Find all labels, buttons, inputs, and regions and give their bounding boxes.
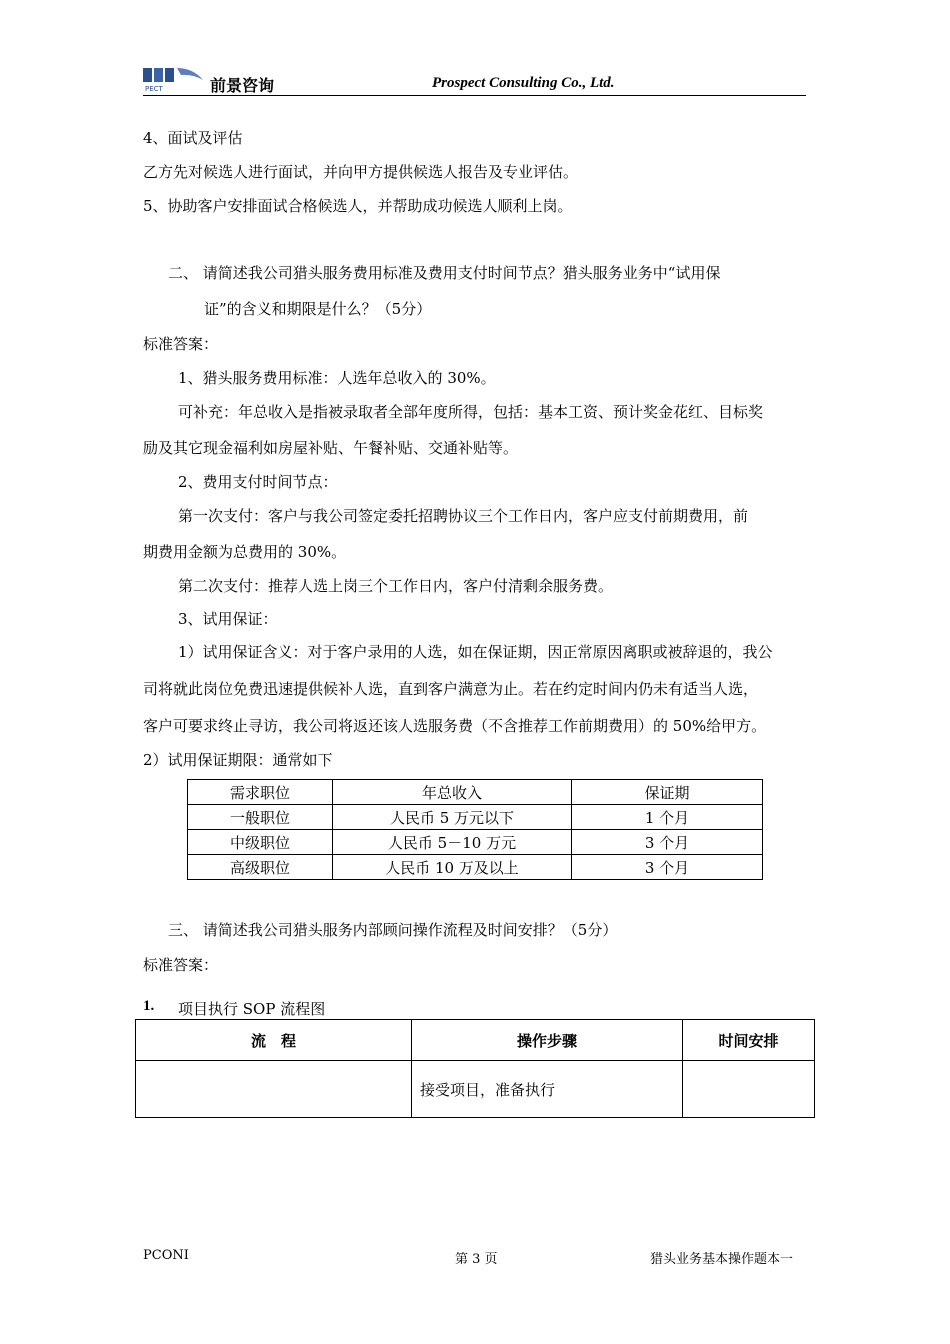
paragraph: 第一次支付：客户与我公司签定委托招聘协议三个工作日内，客户应支付前期费用，前 xyxy=(178,507,749,525)
answer-label: 标准答案： xyxy=(143,956,219,974)
table-row xyxy=(136,1061,815,1118)
section-interview-title: 4、面试及评估 xyxy=(143,129,243,147)
table-row xyxy=(188,830,763,855)
table-cell xyxy=(683,1061,815,1118)
paragraph: 2、费用支付时间节点： xyxy=(178,473,338,491)
page-number: 第 3 页 xyxy=(455,1252,498,1267)
sop-title: 项目执行 SOP 流程图 xyxy=(178,1000,326,1018)
table-row xyxy=(188,855,763,880)
paragraph: 5、协助客户安排面试合格候选人，并帮助成功候选人顺利上岗。 xyxy=(143,197,573,215)
table-cell: 人民币 10 万及以上 xyxy=(333,855,572,880)
table-cell: 人民币 5－10 万元 xyxy=(333,830,572,855)
company-name-cn: 前景咨询 xyxy=(210,76,275,95)
paragraph: 乙方先对候选人进行面试，并向甲方提供候选人报告及专业评估。 xyxy=(143,163,579,181)
footer-right: 猎头业务基本操作题本一 xyxy=(650,1252,794,1267)
paragraph: 3、试用保证： xyxy=(178,610,278,628)
paragraph: 可补充：年总收入是指被录取者全部年度所得，包括：基本工资、预计奖金花红、目标奖 xyxy=(178,403,764,421)
company-name-en: Prospect Consulting Co., Ltd. xyxy=(432,75,615,91)
paragraph: 客户可要求终止寻访，我公司将返还该人选服务费（不含推荐工作前期费用）的 50%给甲方。 xyxy=(143,717,767,735)
header-divider xyxy=(143,95,806,96)
sop-number: 1. xyxy=(143,998,155,1014)
company-logo xyxy=(143,66,209,94)
table-cell: 高级职位 xyxy=(188,855,333,880)
table-header-row xyxy=(188,780,763,805)
paragraph: 励及其它现金福利如房屋补贴、午餐补贴、交通补贴等。 xyxy=(143,439,519,457)
paragraph: 2）试用保证期限：通常如下 xyxy=(143,751,333,769)
table-cell xyxy=(136,1061,412,1118)
paragraph: 第二次支付：推荐人选上岗三个工作日内，客户付清剩余服务费。 xyxy=(178,577,614,595)
paragraph: 1、猎头服务费用标准：人选年总收入的 30%。 xyxy=(178,369,496,387)
table-cell: 3 个月 xyxy=(572,830,763,855)
sop-table xyxy=(135,1019,815,1118)
table-header-row xyxy=(136,1020,815,1061)
table-header-cell: 流 程 xyxy=(136,1020,412,1061)
paragraph: 期费用金额为总费用的 30%。 xyxy=(143,543,347,561)
table-cell: 3 个月 xyxy=(572,855,763,880)
paragraph: 1）试用保证含义：对于客户录用的人选，如在保证期，因正常原因离职或被辞退的，我公 xyxy=(178,643,773,661)
table-cell: 接受项目，准备执行 xyxy=(412,1061,683,1118)
table-cell: 一般职位 xyxy=(188,805,333,830)
question-2: 二、 请简述我公司猎头服务费用标准及费用支付时间节点？猎头服务业务中“试用保 xyxy=(168,264,721,282)
table-header-cell: 操作步骤 xyxy=(412,1020,683,1061)
question-3: 三、 请简述我公司猎头服务内部顾问操作流程及时间安排？（5分） xyxy=(168,921,618,939)
table-header-cell: 年总收入 xyxy=(333,780,572,805)
table-cell: 中级职位 xyxy=(188,830,333,855)
footer-left: PCONI xyxy=(143,1248,189,1263)
table-header-cell: 需求职位 xyxy=(188,780,333,805)
question-2-cont: 证”的含义和期限是什么？（5分） xyxy=(204,300,432,318)
table-header-cell: 保证期 xyxy=(572,780,763,805)
logo-brand-text: PECT xyxy=(145,85,163,93)
answer-label: 标准答案： xyxy=(143,335,219,353)
table-row xyxy=(188,805,763,830)
table-cell: 1 个月 xyxy=(572,805,763,830)
table-header-cell: 时间安排 xyxy=(683,1020,815,1061)
table-cell: 人民币 5 万元以下 xyxy=(333,805,572,830)
guarantee-table xyxy=(187,779,763,880)
paragraph: 司将就此岗位免费迅速提供候补人选，直到客户满意为止。若在约定时间内仍未有适当人选， xyxy=(143,680,759,698)
